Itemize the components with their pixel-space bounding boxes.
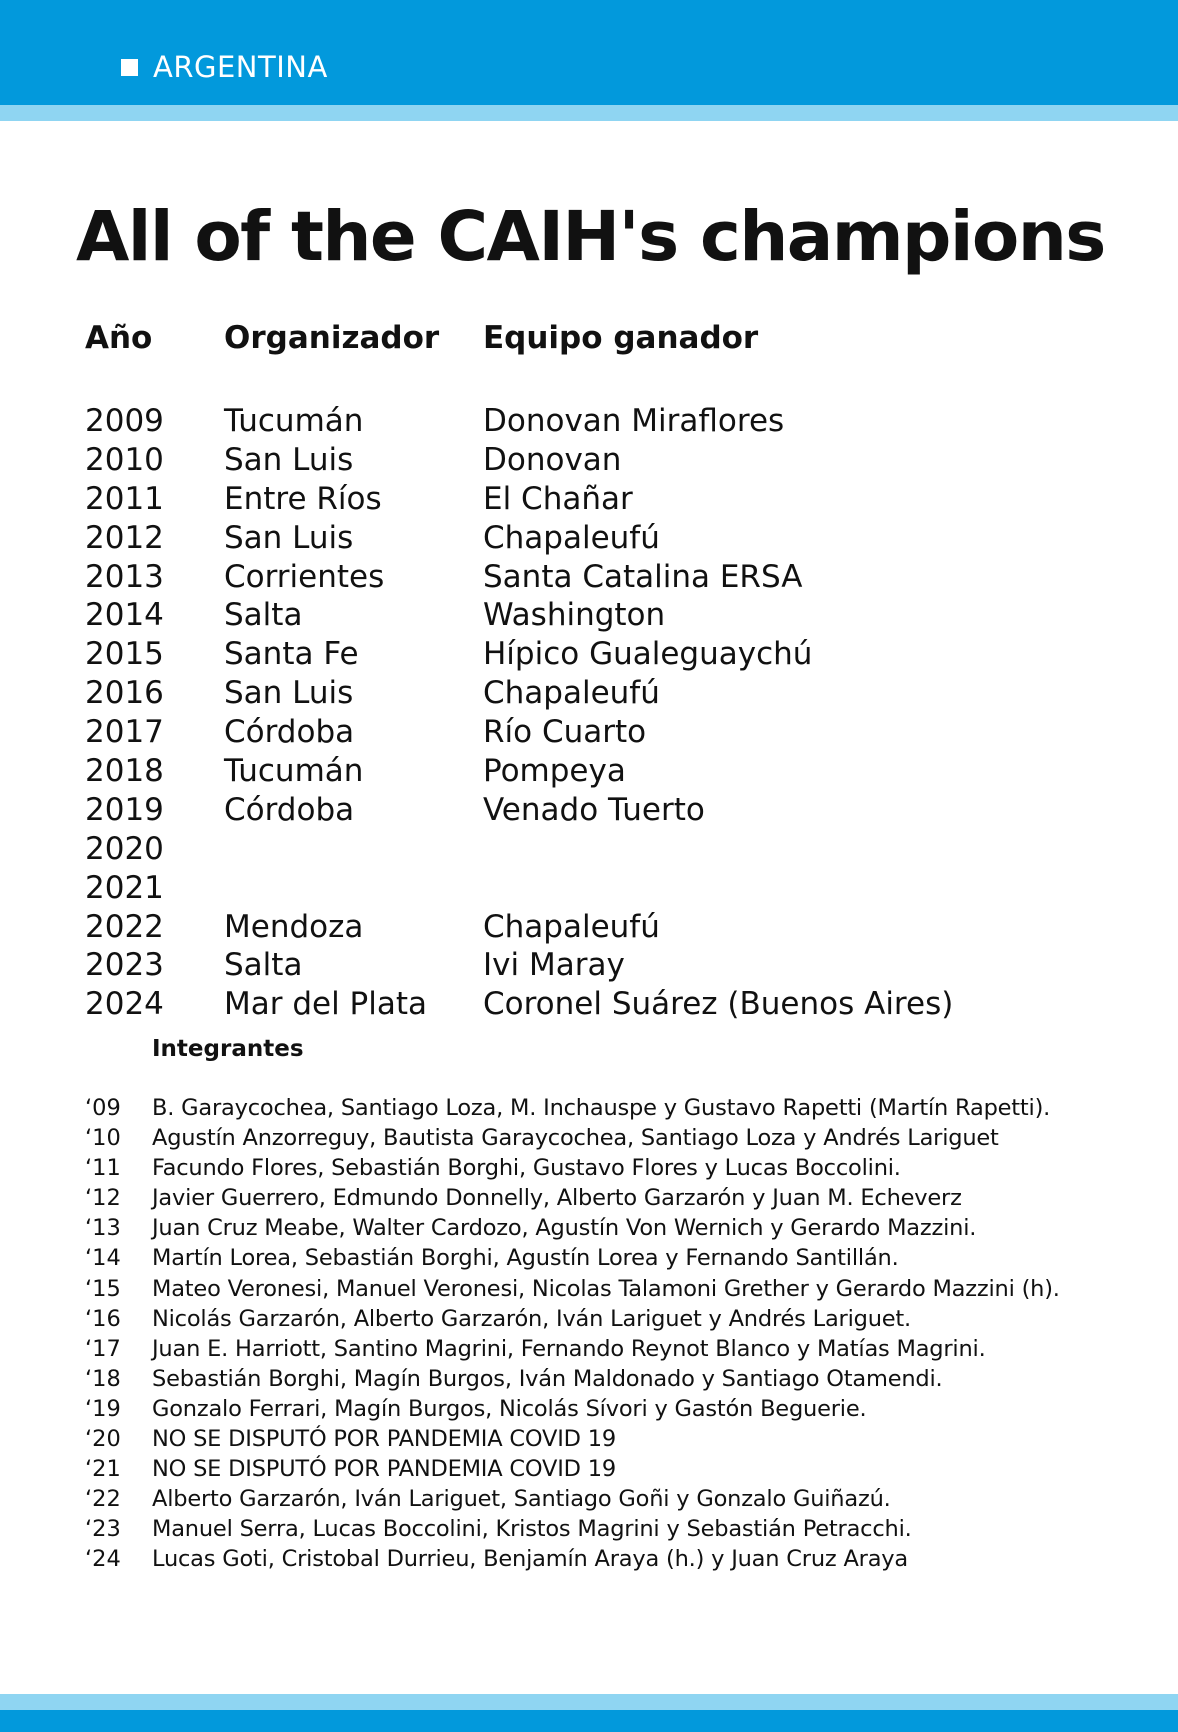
list-item	[85, 1394, 1060, 1424]
row-organizer: Córdoba	[224, 791, 355, 828]
row-organizer	[224, 830, 483, 869]
row-year: 2021	[85, 869, 164, 906]
row-year: 2019	[85, 791, 164, 828]
row-organizer: Salta	[224, 947, 303, 984]
table-row	[85, 674, 1003, 713]
header-stripe	[0, 105, 1178, 121]
row-year: 2012	[85, 519, 164, 556]
table-row	[85, 402, 1003, 441]
member-names: Nicolás Garzarón, Alberto Garzarón, Iván Lariguet y Andrés Lariguet.	[152, 1305, 912, 1332]
member-year: ‘23	[85, 1516, 121, 1543]
row-organizer: Salta	[224, 597, 303, 634]
row-winner: Washington	[483, 597, 666, 634]
member-names: Gonzalo Ferrari, Magín Burgos, Nicolás Sívori y Gastón Beguerie.	[152, 1395, 867, 1422]
row-organizer: Corrientes	[224, 558, 385, 595]
list-item	[85, 1274, 1060, 1304]
member-names: Juan Cruz Meabe, Walter Cardozo, Agustín Von Wernich y Gerardo Mazzini.	[152, 1215, 977, 1242]
list-item	[85, 1213, 1060, 1243]
footer-stripe	[0, 1694, 1178, 1710]
row-year: 2020	[85, 830, 164, 867]
row-winner: Ivi Maray	[483, 947, 625, 984]
list-item	[85, 1123, 1060, 1153]
row-winner	[483, 830, 1003, 869]
champions-table	[85, 314, 1003, 1024]
member-year: ‘22	[85, 1486, 121, 1513]
member-year: ‘12	[85, 1185, 121, 1212]
member-year: ‘24	[85, 1546, 121, 1573]
row-organizer: Córdoba	[224, 714, 355, 751]
member-names: NO SE DISPUTÓ POR PANDEMIA COVID 19	[152, 1456, 616, 1483]
footer-band	[0, 1710, 1178, 1732]
member-names: Agustín Anzorreguy, Bautista Garaycochea, Santiago Loza y Andrés Lariguet	[152, 1125, 999, 1152]
header-winner: Equipo ganador	[483, 320, 759, 356]
table-header	[85, 314, 1003, 362]
page-title: All of the CAIH's champions	[76, 197, 1105, 277]
section-label-text: ARGENTINA	[153, 50, 328, 84]
row-year: 2022	[85, 908, 164, 945]
row-winner: Venado Tuerto	[483, 791, 705, 828]
member-names: B. Garaycochea, Santiago Loza, M. Inchauspe y Gustavo Rapetti (Martín Rapetti).	[152, 1095, 1051, 1121]
row-year: 2015	[85, 636, 164, 673]
row-winner: El Chañar	[483, 480, 633, 517]
row-organizer: Tucumán	[224, 753, 364, 790]
member-names: Manuel Serra, Lucas Boccolini, Kristos Magrini y Sebastián Petracchi.	[152, 1516, 912, 1543]
list-item	[85, 1454, 1060, 1484]
table-row	[85, 908, 1003, 947]
list-item	[85, 1183, 1060, 1213]
row-organizer: San Luis	[224, 675, 354, 712]
row-organizer: San Luis	[224, 441, 354, 478]
table-row	[85, 635, 1003, 674]
row-organizer: Mendoza	[224, 908, 364, 945]
member-names: Facundo Flores, Sebastián Borghi, Gustavo Flores y Lucas Boccolini.	[152, 1155, 901, 1182]
list-item	[85, 1484, 1060, 1514]
member-names: Alberto Garzarón, Iván Lariguet, Santiago Goñi y Gonzalo Guiñazú.	[152, 1486, 891, 1513]
row-year: 2018	[85, 753, 164, 790]
row-winner	[483, 869, 1003, 908]
header-organizer: Organizador	[224, 320, 440, 356]
table-row	[85, 946, 1003, 985]
member-names: NO SE DISPUTÓ POR PANDEMIA COVID 19	[152, 1426, 616, 1453]
row-organizer: Santa Fe	[224, 636, 359, 673]
table-row	[85, 985, 1003, 1024]
row-winner: Río Cuarto	[483, 714, 647, 751]
member-year: ‘18	[85, 1365, 121, 1392]
member-names: Lucas Goti, Cristobal Durrieu, Benjamín Araya (h.) y Juan Cruz Araya	[152, 1546, 909, 1573]
row-year: 2017	[85, 714, 164, 751]
list-item	[85, 1334, 1060, 1364]
member-year: ‘16	[85, 1305, 121, 1332]
list-item	[85, 1544, 1060, 1574]
table-row	[85, 713, 1003, 752]
member-names: Mateo Veronesi, Manuel Veronesi, Nicolas Talamoni Grether y Gerardo Mazzini (h).	[152, 1275, 1060, 1302]
row-year: 2011	[85, 480, 164, 517]
member-names: Sebastián Borghi, Magín Burgos, Iván Maldonado y Santiago Otamendi.	[152, 1365, 943, 1392]
list-item	[85, 1514, 1060, 1544]
table-row	[85, 480, 1003, 519]
row-winner: Donovan	[483, 441, 622, 478]
row-winner: Donovan Miraflores	[483, 403, 785, 439]
row-organizer: Entre Ríos	[224, 480, 382, 517]
member-year: ‘14	[85, 1245, 121, 1272]
member-year: ‘15	[85, 1275, 121, 1302]
row-winner: Chapaleufú	[483, 519, 660, 556]
row-winner: Coronel Suárez (Buenos Aires)	[483, 986, 954, 1023]
list-item	[85, 1424, 1060, 1454]
member-year: ‘21	[85, 1456, 121, 1483]
member-names: Juan E. Harriott, Santino Magrini, Fernando Reynot Blanco y Matías Magrini.	[152, 1335, 986, 1362]
member-year: ‘10	[85, 1125, 121, 1152]
row-winner: Chapaleufú	[483, 908, 660, 945]
row-organizer: San Luis	[224, 519, 354, 556]
member-year: ‘11	[85, 1155, 121, 1182]
table-row	[85, 558, 1003, 597]
row-year: 2010	[85, 441, 164, 478]
members-heading: Integrantes	[152, 1036, 304, 1062]
table-row	[85, 752, 1003, 791]
row-year: 2023	[85, 947, 164, 984]
row-winner: Pompeya	[483, 753, 626, 790]
row-winner: Santa Catalina ERSA	[483, 558, 803, 595]
row-year: 2013	[85, 558, 164, 595]
section-label	[121, 50, 328, 84]
row-organizer: Mar del Plata	[224, 986, 428, 1023]
table-row	[85, 441, 1003, 480]
row-winner: Hípico Gualeguaychú	[483, 636, 813, 673]
list-item	[85, 1364, 1060, 1394]
list-item	[85, 1304, 1060, 1334]
table-row	[85, 596, 1003, 635]
table-row	[85, 830, 1003, 869]
row-organizer	[224, 869, 483, 908]
member-year: ‘17	[85, 1335, 121, 1362]
row-winner: Chapaleufú	[483, 675, 660, 712]
list-item	[85, 1093, 1060, 1123]
table-body	[85, 402, 1003, 1024]
member-names: Javier Guerrero, Edmundo Donnelly, Alberto Garzarón y Juan M. Echeverz	[152, 1185, 962, 1212]
member-year: ‘19	[85, 1395, 121, 1422]
row-year: 2024	[85, 986, 164, 1023]
row-organizer: Tucumán	[224, 403, 364, 439]
member-year: ‘20	[85, 1426, 121, 1453]
header-year: Año	[85, 320, 153, 356]
list-item	[85, 1243, 1060, 1273]
members-list	[85, 1093, 1060, 1575]
table-row	[85, 869, 1003, 908]
row-year: 2014	[85, 597, 164, 634]
member-names: Martín Lorea, Sebastián Borghi, Agustín Lorea y Fernando Santillán.	[152, 1245, 899, 1272]
table-row	[85, 791, 1003, 830]
member-year: ‘13	[85, 1215, 121, 1242]
list-item	[85, 1153, 1060, 1183]
row-year: 2016	[85, 675, 164, 712]
table-row	[85, 519, 1003, 558]
square-bullet-icon	[121, 59, 138, 76]
row-year: 2009	[85, 403, 164, 439]
member-year: ‘09	[85, 1095, 121, 1121]
